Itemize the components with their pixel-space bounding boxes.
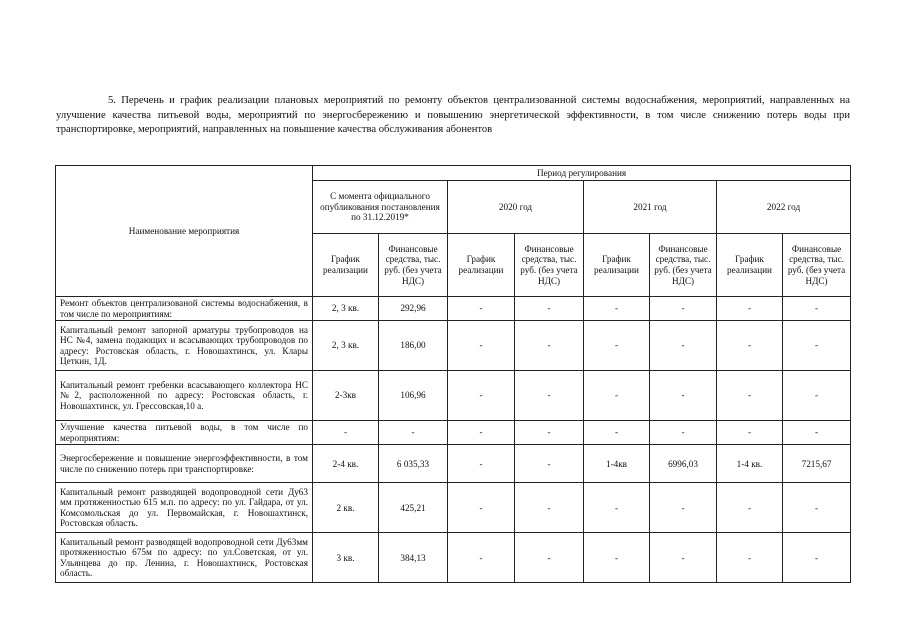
finance-cell: -: [650, 321, 717, 371]
finance-header: Финансовые средства, тыс. руб. (без учета НДС): [515, 234, 584, 297]
finance-cell: -: [783, 321, 851, 371]
finance-cell: 106,96: [379, 371, 448, 421]
schedule-header: График реализации: [448, 234, 515, 297]
schedule-cell: -: [448, 297, 515, 321]
finance-cell: 384,13: [379, 533, 448, 583]
schedule-cell: -: [584, 533, 650, 583]
section-heading-text: 5. Перечень и график реализации плановых мероприятий по ремонту объектов централизованной системы водоснабжения, мероприятий, направленных на улучшение качества питьевой воды, мероприятий по энергосбережению и повышению энергетической эффективности, в том числе снижению потерь воды при транспортировке, мероприятий, направленных на повышение качества обслуживания абонентов: [56, 95, 850, 136]
schedule-cell: 1-4кв: [584, 445, 650, 483]
schedule-cell: -: [448, 445, 515, 483]
finance-cell: 186,00: [379, 321, 448, 371]
activity-name: Капитальный ремонт разводящей водопроводной сети Ду63 мм протяженностью 615 м.п. по адресу: по ул. Гайдара, от ул. Комсомольская до ул. Первомайская, г. Новошахтинск, Ростовская область.: [56, 483, 313, 533]
schedule-cell: 2, 3 кв.: [313, 297, 379, 321]
schedule-cell: -: [448, 321, 515, 371]
schedule-cell: -: [448, 533, 515, 583]
finance-cell: -: [650, 533, 717, 583]
activity-name: Улучшение качества питьевой воды, в том числе по мероприятиям:: [56, 421, 313, 445]
table-row: [56, 533, 851, 583]
schedule-header: График реализации: [584, 234, 650, 297]
finance-cell: -: [650, 297, 717, 321]
schedule-cell: -: [584, 371, 650, 421]
schedule-header: График реализации: [717, 234, 783, 297]
schedule-cell: 2-4 кв.: [313, 445, 379, 483]
finance-cell: 6996,03: [650, 445, 717, 483]
activity-name: Капитальный ремонт разводящей водопроводной сети Ду63мм протяженностью 675м по адресу: по ул.Советская, от ул. Ульянцева до пр. Ленина, г. Новошахтинск, Ростовская область.: [56, 533, 313, 583]
schedule-cell: 2 кв.: [313, 483, 379, 533]
period-label: 2021 год: [584, 181, 717, 234]
period-label: 2020 год: [448, 181, 584, 234]
schedule-cell: -: [448, 371, 515, 421]
finance-cell: -: [379, 421, 448, 445]
activity-name: Ремонт объектов централизованой системы водоснабжения, в том числе по мероприятиям:: [56, 297, 313, 321]
finance-cell: 7215,67: [783, 445, 851, 483]
schedule-cell: 2-3кв: [313, 371, 379, 421]
schedule-cell: -: [584, 321, 650, 371]
table-row: [56, 371, 851, 421]
schedule-cell: -: [717, 483, 783, 533]
schedule-header: График реализации: [313, 234, 379, 297]
finance-cell: -: [783, 533, 851, 583]
table-row: [56, 321, 851, 371]
schedule-cell: -: [717, 533, 783, 583]
schedule-cell: -: [313, 421, 379, 445]
schedule-cell: -: [448, 421, 515, 445]
finance-header: Финансовые средства, тыс. руб. (без учета НДС): [650, 234, 717, 297]
schedule-cell: -: [717, 371, 783, 421]
finance-cell: 292,96: [379, 297, 448, 321]
activity-name: Капитальный ремонт гребенки всасывающего коллектора НС №2, расположенной по адресу: Ростовская область, г. Новошахтинск, ул. Грессовская,10 а.: [56, 371, 313, 421]
finance-cell: 6 035,33: [379, 445, 448, 483]
finance-cell: -: [515, 371, 584, 421]
table-row: [56, 445, 851, 483]
finance-cell: -: [783, 483, 851, 533]
finance-cell: 425,21: [379, 483, 448, 533]
schedule-cell: -: [448, 483, 515, 533]
finance-cell: -: [650, 371, 717, 421]
finance-cell: -: [515, 321, 584, 371]
finance-cell: -: [650, 483, 717, 533]
schedule-cell: -: [717, 297, 783, 321]
finance-cell: -: [783, 371, 851, 421]
finance-cell: -: [515, 445, 584, 483]
col-header-name: Наименование мероприятия: [56, 166, 313, 297]
finance-cell: -: [515, 483, 584, 533]
section-heading: [56, 94, 850, 138]
table-row: [56, 297, 851, 321]
finance-cell: -: [515, 533, 584, 583]
finance-header: Финансовые средства, тыс. руб. (без учета НДС): [783, 234, 851, 297]
schedule-cell: -: [717, 321, 783, 371]
schedule-cell: -: [584, 421, 650, 445]
period-label: С момента официального опубликования постановления по 31.12.2019*: [313, 181, 448, 234]
schedule-cell: 2, 3 кв.: [313, 321, 379, 371]
schedule-cell: 1-4 кв.: [717, 445, 783, 483]
finance-cell: -: [783, 297, 851, 321]
schedule-cell: -: [584, 297, 650, 321]
finance-cell: -: [783, 421, 851, 445]
schedule-cell: 3 кв.: [313, 533, 379, 583]
table-row: [56, 421, 851, 445]
table-body: [56, 297, 851, 583]
period-label: 2022 год: [717, 181, 851, 234]
schedule-cell: -: [584, 483, 650, 533]
table-row: [56, 483, 851, 533]
activity-name: Капитальный ремонт запорной арматуры трубопроводов на НС №4, замена подающих и всасывающих трубопроводов по адресу: Ростовская область, г. Новошахтинск, ул. Клары Цеткин, 1Д.: [56, 321, 313, 371]
finance-cell: -: [515, 421, 584, 445]
activities-table: [55, 165, 851, 583]
activity-name: Энергосбережение и повышение энергоэффективности, в том числе по снижению потерь при транспортировке:: [56, 445, 313, 483]
period-header: Период регулирования: [313, 166, 851, 181]
finance-header: Финансовые средства, тыс. руб. (без учета НДС): [379, 234, 448, 297]
finance-cell: -: [650, 421, 717, 445]
header-row-1: [56, 166, 851, 181]
schedule-cell: -: [717, 421, 783, 445]
finance-cell: -: [515, 297, 584, 321]
